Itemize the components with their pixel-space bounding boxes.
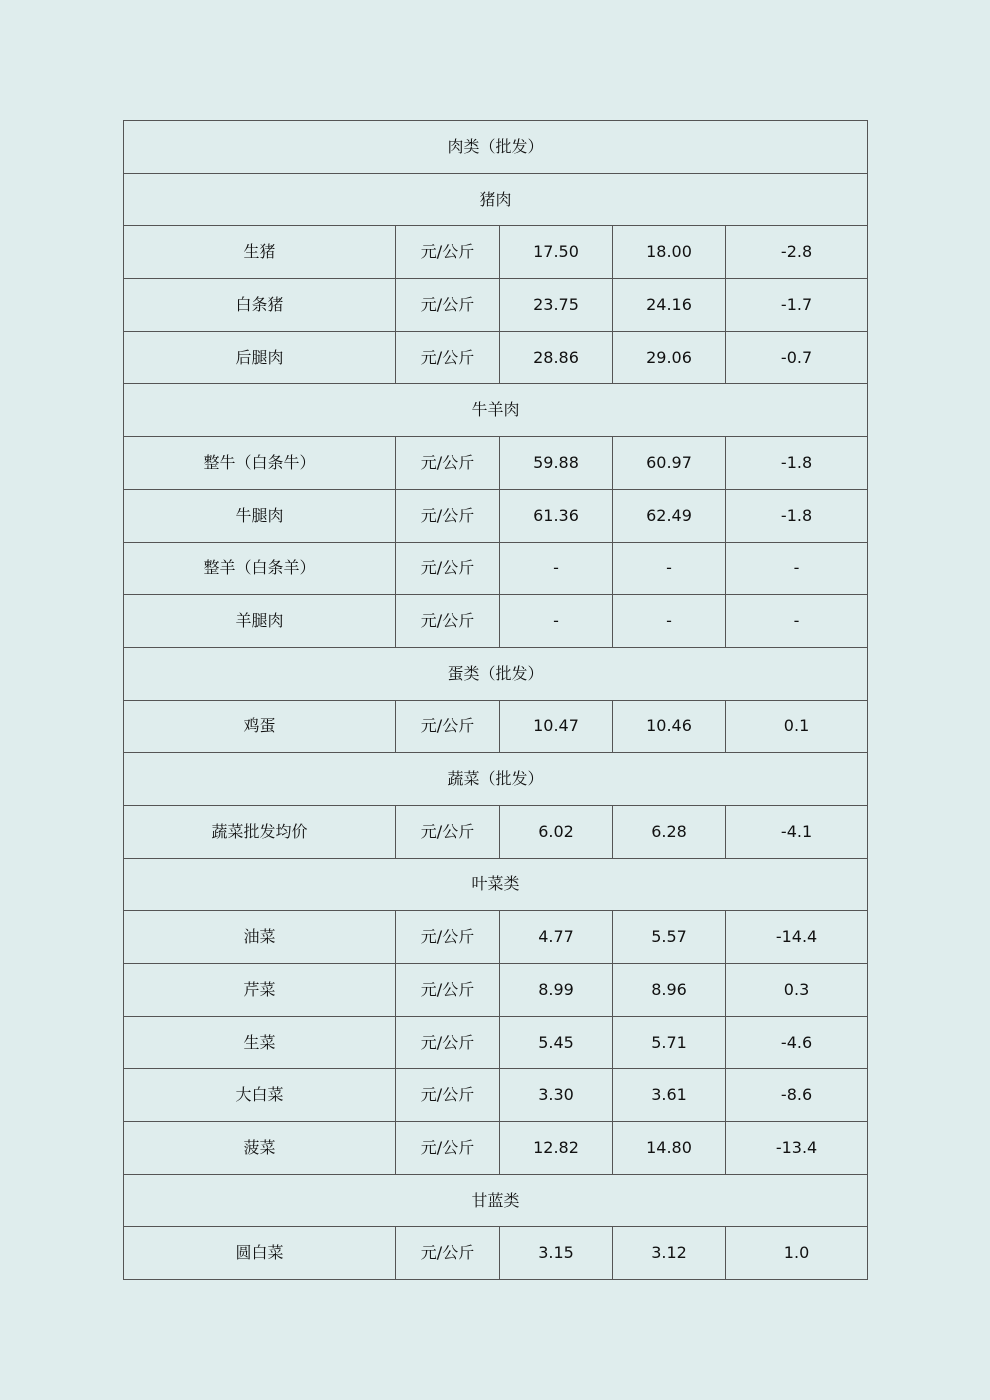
- item-name-cell: 整羊（白条羊）: [124, 542, 396, 595]
- unit-cell: 元/公斤: [396, 542, 500, 595]
- unit-cell: 元/公斤: [396, 437, 500, 490]
- change-percent-cell: -4.1: [726, 805, 868, 858]
- item-name-cell: 芹菜: [124, 964, 396, 1017]
- current-price-cell: 6.02: [500, 805, 613, 858]
- current-price-cell: 5.45: [500, 1016, 613, 1069]
- current-price-cell: 4.77: [500, 911, 613, 964]
- previous-price-cell: 8.96: [613, 964, 726, 1017]
- previous-price-cell: -: [613, 595, 726, 648]
- current-price-cell: -: [500, 542, 613, 595]
- current-price-cell: 8.99: [500, 964, 613, 1017]
- table-row: [124, 331, 868, 384]
- section-header-row: [124, 173, 868, 226]
- current-price-cell: 59.88: [500, 437, 613, 490]
- table-row: [124, 437, 868, 490]
- table-row: [124, 542, 868, 595]
- table-row: [124, 700, 868, 753]
- item-name-cell: 整牛（白条牛）: [124, 437, 396, 490]
- current-price-cell: 28.86: [500, 331, 613, 384]
- current-price-cell: 23.75: [500, 279, 613, 332]
- unit-cell: 元/公斤: [396, 1227, 500, 1280]
- table-row: [124, 805, 868, 858]
- item-name-cell: 大白菜: [124, 1069, 396, 1122]
- section-header: 叶菜类: [124, 858, 868, 911]
- section-header: 猪肉: [124, 173, 868, 226]
- previous-price-cell: 3.61: [613, 1069, 726, 1122]
- previous-price-cell: 24.16: [613, 279, 726, 332]
- current-price-cell: 10.47: [500, 700, 613, 753]
- unit-cell: 元/公斤: [396, 1069, 500, 1122]
- previous-price-cell: -: [613, 542, 726, 595]
- previous-price-cell: 18.00: [613, 226, 726, 279]
- change-percent-cell: -4.6: [726, 1016, 868, 1069]
- table-row: [124, 226, 868, 279]
- change-percent-cell: -1.8: [726, 437, 868, 490]
- previous-price-cell: 60.97: [613, 437, 726, 490]
- current-price-cell: 3.15: [500, 1227, 613, 1280]
- change-percent-cell: -: [726, 542, 868, 595]
- section-header-row: [124, 753, 868, 806]
- unit-cell: 元/公斤: [396, 1016, 500, 1069]
- previous-price-cell: 5.71: [613, 1016, 726, 1069]
- table-row: [124, 964, 868, 1017]
- current-price-cell: 3.30: [500, 1069, 613, 1122]
- change-percent-cell: -8.6: [726, 1069, 868, 1122]
- section-header: 蔬菜（批发）: [124, 753, 868, 806]
- change-percent-cell: -13.4: [726, 1122, 868, 1175]
- section-header-row: [124, 647, 868, 700]
- unit-cell: 元/公斤: [396, 595, 500, 648]
- current-price-cell: 12.82: [500, 1122, 613, 1175]
- item-name-cell: 鸡蛋: [124, 700, 396, 753]
- item-name-cell: 菠菜: [124, 1122, 396, 1175]
- item-name-cell: 蔬菜批发均价: [124, 805, 396, 858]
- change-percent-cell: 0.3: [726, 964, 868, 1017]
- price-table-body: [124, 121, 868, 1280]
- current-price-cell: 61.36: [500, 489, 613, 542]
- table-row: [124, 1069, 868, 1122]
- item-name-cell: 牛腿肉: [124, 489, 396, 542]
- section-header: 肉类（批发）: [124, 121, 868, 174]
- unit-cell: 元/公斤: [396, 331, 500, 384]
- previous-price-cell: 5.57: [613, 911, 726, 964]
- change-percent-cell: -14.4: [726, 911, 868, 964]
- section-header: 蛋类（批发）: [124, 647, 868, 700]
- current-price-cell: 17.50: [500, 226, 613, 279]
- previous-price-cell: 3.12: [613, 1227, 726, 1280]
- item-name-cell: 后腿肉: [124, 331, 396, 384]
- table-row: [124, 489, 868, 542]
- unit-cell: 元/公斤: [396, 964, 500, 1017]
- table-row: [124, 1016, 868, 1069]
- table-row: [124, 911, 868, 964]
- table-row: [124, 1122, 868, 1175]
- item-name-cell: 油菜: [124, 911, 396, 964]
- change-percent-cell: -1.8: [726, 489, 868, 542]
- section-header: 甘蓝类: [124, 1174, 868, 1227]
- change-percent-cell: -2.8: [726, 226, 868, 279]
- table-row: [124, 595, 868, 648]
- change-percent-cell: 0.1: [726, 700, 868, 753]
- previous-price-cell: 14.80: [613, 1122, 726, 1175]
- table-row: [124, 1227, 868, 1280]
- unit-cell: 元/公斤: [396, 1122, 500, 1175]
- unit-cell: 元/公斤: [396, 805, 500, 858]
- change-percent-cell: 1.0: [726, 1227, 868, 1280]
- item-name-cell: 羊腿肉: [124, 595, 396, 648]
- unit-cell: 元/公斤: [396, 911, 500, 964]
- item-name-cell: 生菜: [124, 1016, 396, 1069]
- table-row: [124, 279, 868, 332]
- price-table: [123, 120, 868, 1280]
- item-name-cell: 白条猪: [124, 279, 396, 332]
- unit-cell: 元/公斤: [396, 226, 500, 279]
- unit-cell: 元/公斤: [396, 700, 500, 753]
- previous-price-cell: 29.06: [613, 331, 726, 384]
- previous-price-cell: 10.46: [613, 700, 726, 753]
- section-header-row: [124, 121, 868, 174]
- change-percent-cell: -0.7: [726, 331, 868, 384]
- item-name-cell: 圆白菜: [124, 1227, 396, 1280]
- change-percent-cell: -: [726, 595, 868, 648]
- section-header: 牛羊肉: [124, 384, 868, 437]
- change-percent-cell: -1.7: [726, 279, 868, 332]
- section-header-row: [124, 384, 868, 437]
- previous-price-cell: 6.28: [613, 805, 726, 858]
- unit-cell: 元/公斤: [396, 489, 500, 542]
- section-header-row: [124, 858, 868, 911]
- section-header-row: [124, 1174, 868, 1227]
- current-price-cell: -: [500, 595, 613, 648]
- unit-cell: 元/公斤: [396, 279, 500, 332]
- item-name-cell: 生猪: [124, 226, 396, 279]
- previous-price-cell: 62.49: [613, 489, 726, 542]
